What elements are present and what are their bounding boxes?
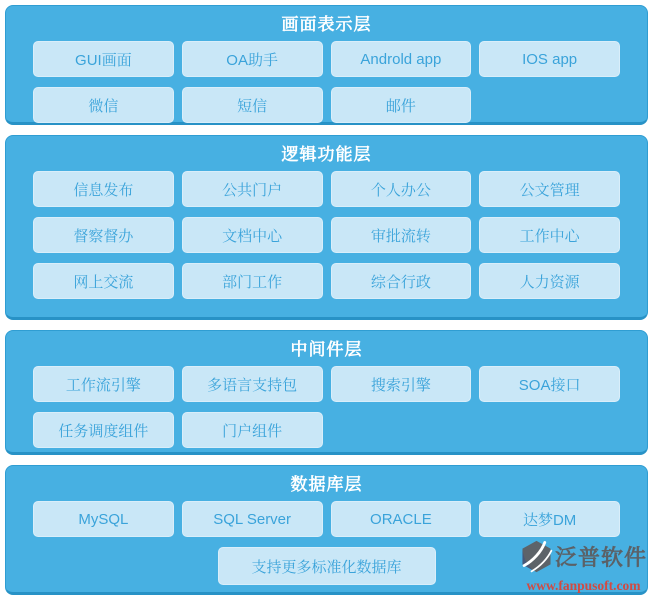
layer-panel-0 <box>5 5 648 125</box>
layer-block: 人力资源 <box>479 263 620 299</box>
watermark-name: 泛普软件 <box>554 545 647 570</box>
layer-title: 数据库层 <box>290 475 363 494</box>
layer-panel-1 <box>5 135 648 320</box>
layer-title: 逻辑功能层 <box>281 145 372 164</box>
layer-title: 中间件层 <box>290 340 363 359</box>
fanpu-logo-icon <box>520 540 553 577</box>
layer-grid <box>6 165 647 299</box>
layer-block: 综合行政 <box>331 263 472 299</box>
layer-block: OA助手 <box>182 41 323 77</box>
layer-block: 督察督办 <box>33 217 174 253</box>
layer-block: 短信 <box>182 87 323 123</box>
layer-grid <box>6 495 647 537</box>
layer-block: Androld app <box>331 41 472 77</box>
layer-block: 审批流转 <box>331 217 472 253</box>
layer-block: 门户组件 <box>182 412 323 448</box>
layer-block: 公共门户 <box>182 171 323 207</box>
layer-block: 信息发布 <box>33 171 174 207</box>
layer-block: 网上交流 <box>33 263 174 299</box>
layer-title: 画面表示层 <box>281 15 372 34</box>
layer-block: 达梦DM <box>479 501 620 537</box>
layer-block: ORACLE <box>331 501 472 537</box>
layer-block: 文档中心 <box>182 217 323 253</box>
layer-block: 工作中心 <box>479 217 620 253</box>
layer-block: 个人办公 <box>331 171 472 207</box>
layer-block: 搜索引擎 <box>331 366 472 402</box>
layer-block: 微信 <box>33 87 174 123</box>
layer-grid <box>6 35 647 123</box>
layer-block: 公文管理 <box>479 171 620 207</box>
layer-block: 邮件 <box>331 87 472 123</box>
watermark-url: www.fanpusoft.com <box>526 577 641 593</box>
layer-block: IOS app <box>479 41 620 77</box>
layer-block: SOA接口 <box>479 366 620 402</box>
layers <box>5 5 648 595</box>
watermark <box>520 540 647 593</box>
layer-block: 任务调度组件 <box>33 412 174 448</box>
layer-footer-block: 支持更多标准化数据库 <box>218 547 436 585</box>
layer-block: GUI画面 <box>33 41 174 77</box>
layer-block: SQL Server <box>182 501 323 537</box>
layer-panel-2 <box>5 330 648 455</box>
layer-block: MySQL <box>33 501 174 537</box>
layer-grid <box>6 360 647 448</box>
layer-block: 多语言支持包 <box>182 366 323 402</box>
layer-block: 部门工作 <box>182 263 323 299</box>
watermark-top <box>520 540 647 577</box>
layer-block: 工作流引擎 <box>33 366 174 402</box>
